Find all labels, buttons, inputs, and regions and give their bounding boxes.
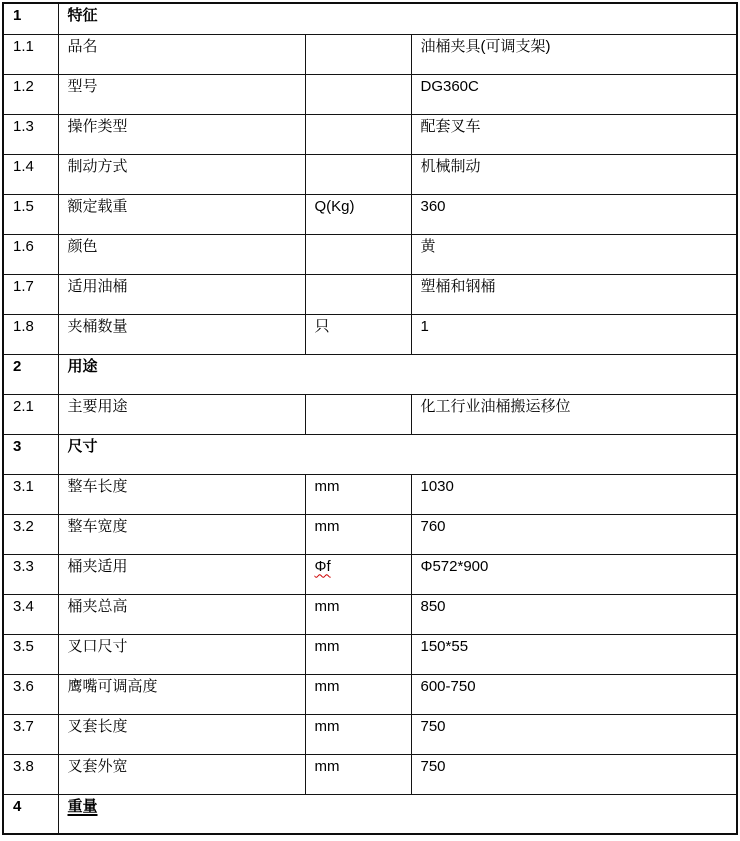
row-label: 桶夹适用	[58, 554, 305, 594]
section-label: 用途	[67, 357, 98, 375]
row-number: 1.5	[3, 194, 58, 234]
row-label: 叉套外宽	[58, 754, 305, 794]
table-row	[3, 74, 737, 114]
row-number: 3.4	[3, 594, 58, 634]
row-unit-cell	[305, 594, 411, 634]
row-label: 主要用途	[58, 394, 305, 434]
row-unit-cell	[305, 34, 411, 74]
row-label: 整车宽度	[58, 514, 305, 554]
row-label: 叉套长度	[58, 714, 305, 754]
table-row	[3, 234, 737, 274]
row-number: 3.3	[3, 554, 58, 594]
table-row	[3, 594, 737, 634]
section-number: 3	[3, 434, 58, 474]
section-label: 重量	[67, 797, 98, 815]
row-unit-cell	[305, 154, 411, 194]
row-unit: 只	[314, 317, 330, 335]
table-row	[3, 314, 737, 354]
row-number: 1.7	[3, 274, 58, 314]
row-unit-cell	[305, 194, 411, 234]
section-row	[3, 3, 737, 34]
row-unit: mm	[314, 637, 340, 655]
row-unit-cell	[305, 234, 411, 274]
spec-table	[2, 2, 738, 835]
table-row	[3, 274, 737, 314]
section-row	[3, 794, 737, 834]
row-label: 适用油桶	[58, 274, 305, 314]
row-number: 1.4	[3, 154, 58, 194]
row-number: 3.5	[3, 634, 58, 674]
row-value: 360	[411, 194, 737, 234]
table-row	[3, 674, 737, 714]
section-row	[3, 354, 737, 394]
row-label: 夹桶数量	[58, 314, 305, 354]
row-unit-cell	[305, 274, 411, 314]
section-label-cell	[58, 3, 737, 34]
table-row	[3, 154, 737, 194]
row-number: 1.3	[3, 114, 58, 154]
row-label: 叉口尺寸	[58, 634, 305, 674]
row-value: 油桶夹具(可调支架)	[411, 34, 737, 74]
row-number: 3.8	[3, 754, 58, 794]
row-value: 150*55	[411, 634, 737, 674]
row-unit-cell	[305, 554, 411, 594]
row-value: 机械制动	[411, 154, 737, 194]
row-number: 3.1	[3, 474, 58, 514]
row-unit-cell	[305, 474, 411, 514]
table-row	[3, 554, 737, 594]
row-unit: Q(Kg)	[314, 197, 355, 215]
row-unit-cell	[305, 514, 411, 554]
row-unit: mm	[314, 757, 340, 775]
table-row	[3, 514, 737, 554]
row-unit: mm	[314, 597, 340, 615]
section-number: 2	[3, 354, 58, 394]
spec-table-body	[3, 3, 737, 834]
row-unit-cell	[305, 314, 411, 354]
row-unit: mm	[314, 717, 340, 735]
row-label: 品名	[58, 34, 305, 74]
row-label: 颜色	[58, 234, 305, 274]
row-value: 化工行业油桶搬运移位	[411, 394, 737, 434]
row-unit-cell	[305, 634, 411, 674]
row-value: 850	[411, 594, 737, 634]
row-unit-cell	[305, 114, 411, 154]
row-value: 黄	[411, 234, 737, 274]
row-label: 型号	[58, 74, 305, 114]
row-unit-cell	[305, 714, 411, 754]
table-row	[3, 634, 737, 674]
section-label-cell	[58, 794, 737, 834]
row-number: 1.1	[3, 34, 58, 74]
row-value: 1030	[411, 474, 737, 514]
row-label: 额定载重	[58, 194, 305, 234]
row-label: 操作类型	[58, 114, 305, 154]
row-number: 1.2	[3, 74, 58, 114]
row-unit-cell	[305, 74, 411, 114]
row-unit-cell	[305, 754, 411, 794]
row-label: 整车长度	[58, 474, 305, 514]
row-value: 750	[411, 754, 737, 794]
row-value: DG360C	[411, 74, 737, 114]
table-row	[3, 34, 737, 74]
row-unit: mm	[314, 517, 340, 535]
table-row	[3, 754, 737, 794]
table-row	[3, 114, 737, 154]
section-number: 1	[3, 3, 58, 34]
row-unit-cell	[305, 394, 411, 434]
row-number: 1.8	[3, 314, 58, 354]
row-label: 桶夹总高	[58, 594, 305, 634]
row-unit: Φf	[314, 557, 331, 575]
section-label: 特征	[67, 7, 98, 24]
row-number: 2.1	[3, 394, 58, 434]
section-label-cell	[58, 354, 737, 394]
row-value: Φ572*900	[411, 554, 737, 594]
row-label: 制动方式	[58, 154, 305, 194]
row-value: 750	[411, 714, 737, 754]
row-unit: mm	[314, 677, 340, 695]
table-row	[3, 194, 737, 234]
row-number: 3.6	[3, 674, 58, 714]
section-number: 4	[3, 794, 58, 834]
row-number: 1.6	[3, 234, 58, 274]
table-row	[3, 394, 737, 434]
row-value: 配套叉车	[411, 114, 737, 154]
row-label: 鹰嘴可调高度	[58, 674, 305, 714]
section-label: 尺寸	[67, 437, 98, 455]
table-row	[3, 474, 737, 514]
row-value: 1	[411, 314, 737, 354]
row-value: 塑桶和钢桶	[411, 274, 737, 314]
row-value: 600-750	[411, 674, 737, 714]
section-label-cell	[58, 434, 737, 474]
row-unit: mm	[314, 477, 340, 495]
row-number: 3.7	[3, 714, 58, 754]
row-unit-cell	[305, 674, 411, 714]
table-row	[3, 714, 737, 754]
section-row	[3, 434, 737, 474]
row-number: 3.2	[3, 514, 58, 554]
row-value: 760	[411, 514, 737, 554]
